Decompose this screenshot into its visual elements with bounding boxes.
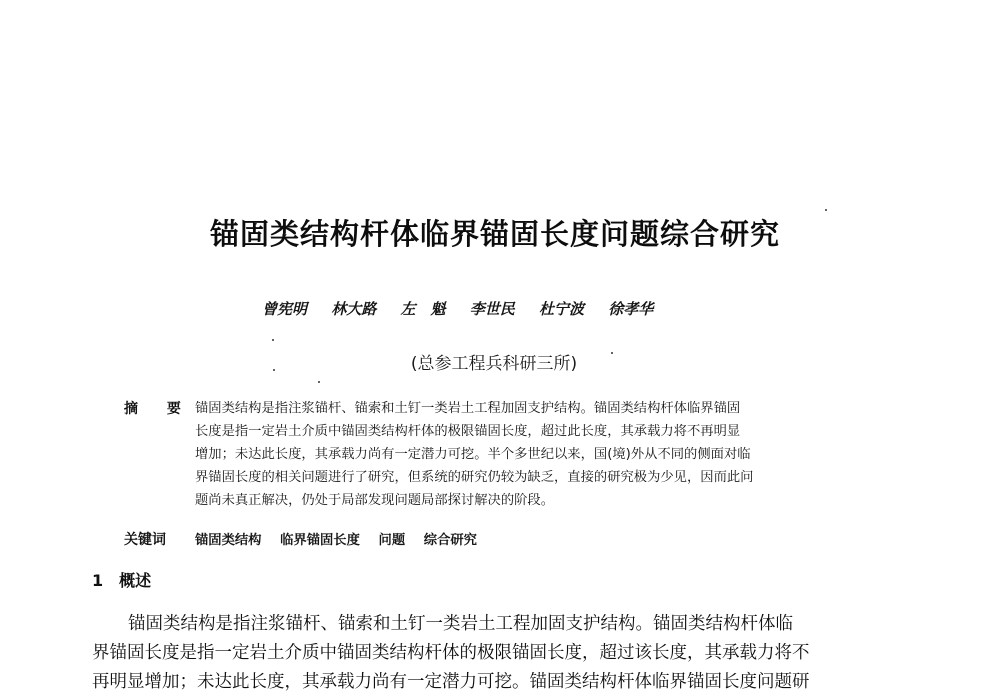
keywords-label: 关键词: [124, 532, 166, 548]
scan-speck: [273, 369, 275, 371]
author-name: 杜宁波: [539, 300, 585, 318]
scan-speck: [318, 381, 320, 383]
keyword: 锚固类结构: [195, 533, 262, 548]
scan-speck: [611, 352, 613, 354]
author-list: [262, 298, 672, 319]
keyword-list: [195, 529, 491, 548]
section-title: 概述: [119, 571, 152, 590]
author-name: 徐孝华: [608, 300, 654, 318]
keyword: 综合研究: [423, 533, 477, 548]
author-name: 李世民: [469, 300, 515, 318]
abstract-text: [195, 397, 895, 512]
abstract-line: 增加；未达此长度，其承载力尚有一定潜力可挖。半个多世纪以来，国(境)外从不同的侧面对临: [195, 447, 751, 462]
scan-speck: [272, 339, 274, 341]
author-name: 林大路: [331, 300, 377, 318]
paper-title: 锚固类结构杆体临界锚固长度问题综合研究: [209, 217, 780, 251]
section-number: 1: [92, 571, 104, 590]
author-name: 曾宪明: [262, 300, 308, 318]
abstract-label: 摘 要: [124, 401, 193, 417]
body-line: 锚固类结构是指注浆锚杆、锚索和土钉一类岩土工程加固支护结构。锚固类结构杆体临: [128, 614, 793, 634]
body-paragraph: [92, 610, 902, 697]
affiliation: (总参工程兵科研三所): [410, 354, 578, 374]
section-heading: [92, 568, 151, 591]
abstract-line: 界锚固长度的相关问题进行了研究，但系统的研究仍较为缺乏，直接的研究极为少见，因而此问: [195, 470, 754, 485]
author-name: 左 魁: [400, 300, 446, 318]
keyword: 临界锚固长度: [280, 533, 360, 548]
abstract-line: 长度是指一定岩土介质中锚固类结构杆体的极限锚固长度，超过此长度，其承载力将不再明显: [195, 424, 741, 439]
scan-speck: [825, 209, 827, 211]
abstract-line: 锚固类结构是指注浆锚杆、锚索和土钉一类岩土工程加固支护结构。锚固类结构杆体临界锚固: [195, 401, 741, 416]
abstract-line: 题尚未真正解决，仍处于局部发现问题局部探讨解决的阶段。: [195, 493, 555, 508]
keyword: 问题: [378, 533, 406, 548]
body-line: 界锚固长度是指一定岩土介质中锚固类结构杆体的极限锚固长度，超过该长度，其承载力将不: [92, 643, 810, 663]
body-line: 再明显增加；未达此长度，其承载力尚有一定潜力可挖。锚固类结构杆体临界锚固长度问题研: [92, 672, 810, 692]
